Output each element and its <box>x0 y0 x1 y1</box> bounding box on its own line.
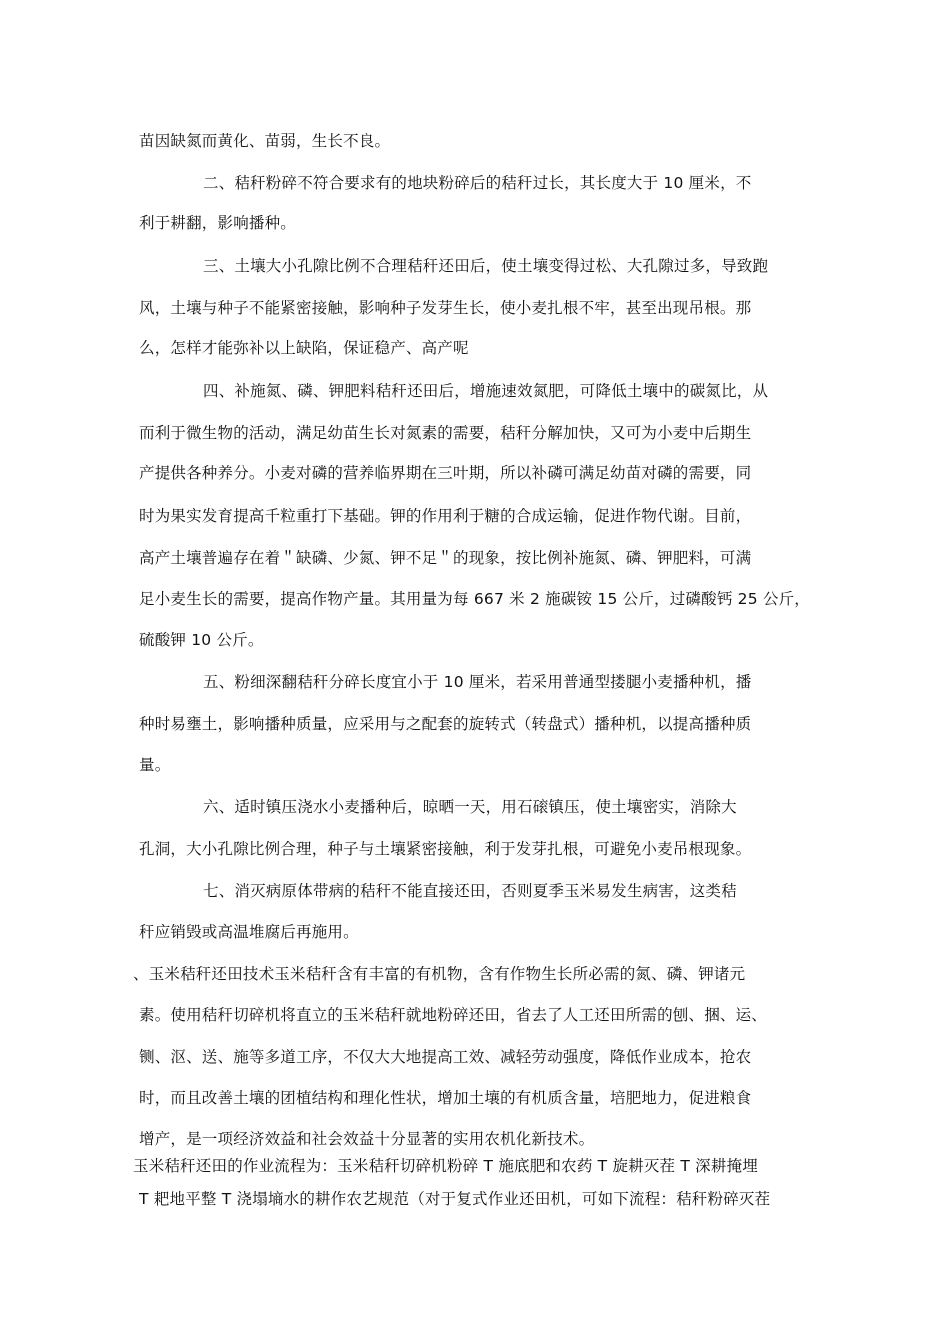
text-line: 么，怎样才能弥补以上缺陷，保证稳产、高产呢 <box>139 339 469 357</box>
text-line: 利于耕翻，影响播种。 <box>139 214 297 232</box>
text-line: 产提供各种养分。小麦对磷的营养临界期在三叶期，所以补磷可满足幼苗对磷的需要，同 <box>139 464 752 482</box>
text-line: 七、消灭病原体带病的秸秆不能直接还田，否则夏季玉米易发生病害，这类秸 <box>203 882 737 900</box>
text-line: 足小麦生长的需要，提高作物产量。其用量为每 667 米 2 施碳铵 15 公斤，过磷酸钙 25 公斤， <box>139 590 811 608</box>
text-line: 硫酸钾 10 公斤。 <box>139 631 264 649</box>
text-line: 铡、沤、送、施等多道工序，不仅大大地提高工效、减轻劳动强度，降低作业成本，抢农 <box>139 1048 752 1066</box>
text-line: 高产土壤普遍存在着＂缺磷、少氮、钾不足＂的现象，按比例补施氮、磷、钾肥料，可满 <box>139 549 752 567</box>
text-line: 四、补施氮、磷、钾肥料秸秆还田后，增施速效氮肥，可降低土壤中的碳氮比，从 <box>203 382 769 400</box>
text-line: 六、适时镇压浇水小麦播种后，晾晒一天，用石磙镇压，使土壤密实，消除大 <box>203 798 737 816</box>
text-line: 时，而且改善土壤的团植结构和理化性状，增加土壤的有机质含量，培肥地力，促进粮食 <box>139 1089 752 1107</box>
text-line: 二、秸秆粉碎不符合要求有的地块粉碎后的秸秆过长，其长度大于 10 厘米，不 <box>203 174 752 192</box>
text-line: 风，土壤与种子不能紧密接触，影响种子发芽生长，使小麦扎根不牢，甚至出现吊根。那 <box>139 299 752 317</box>
text-line: 孔洞，大小孔隙比例合理，种子与土壤紧密接触，利于发芽扎根，可避免小麦吊根现象。 <box>139 840 752 858</box>
text-line: 量。 <box>139 756 171 774</box>
text-line: 五、粉细深翻秸秆分碎长度宜小于 10 厘米，若采用普通型搂腿小麦播种机，播 <box>203 673 752 691</box>
text-line: 增产，是一项经济效益和社会效益十分显著的实用农机化新技术。 <box>139 1130 595 1148</box>
text-line: 、玉米秸秆还田技术玉米秸秆含有丰富的有机物，含有作物生长所必需的氮、磷、钾诸元 <box>133 965 746 983</box>
text-line: 时为果实发育提高千粒重打下基础。钾的作用利于糖的合成运输，促进作物代谢。目前， <box>139 507 752 525</box>
text-line: 素。使用秸秆切碎机将直立的玉米秸秆就地粉碎还田，省去了人工还田所需的刨、捆、运、 <box>139 1006 768 1024</box>
text-line: 而利于微生物的活动，满足幼苗生长对氮素的需要，秸秆分解加快，又可为小麦中后期生 <box>139 424 752 442</box>
text-line: 苗因缺氮而黄化、苗弱，生长不良。 <box>139 132 391 150</box>
text-line: 种时易壅土，影响播种质量，应采用与之配套的旋转式（转盘式）播种机，以提高播种质 <box>139 715 752 733</box>
text-line: 三、土壤大小孔隙比例不合理秸秆还田后，使土壤变得过松、大孔隙过多，导致跑 <box>203 257 769 275</box>
text-line: 秆应销毁或高温堆腐后再施用。 <box>139 923 359 941</box>
text-line: 玉米秸秆还田的作业流程为：玉米秸秆切碎机粉碎 T 施底肥和农药 T 旋耕灭茬 T 深耕掩埋 <box>133 1157 758 1175</box>
text-line: T 耙地平整 T 浇塌墒水的耕作农艺规范（对于复式作业还田机，可如下流程：秸秆粉碎灭茬 <box>139 1190 771 1208</box>
